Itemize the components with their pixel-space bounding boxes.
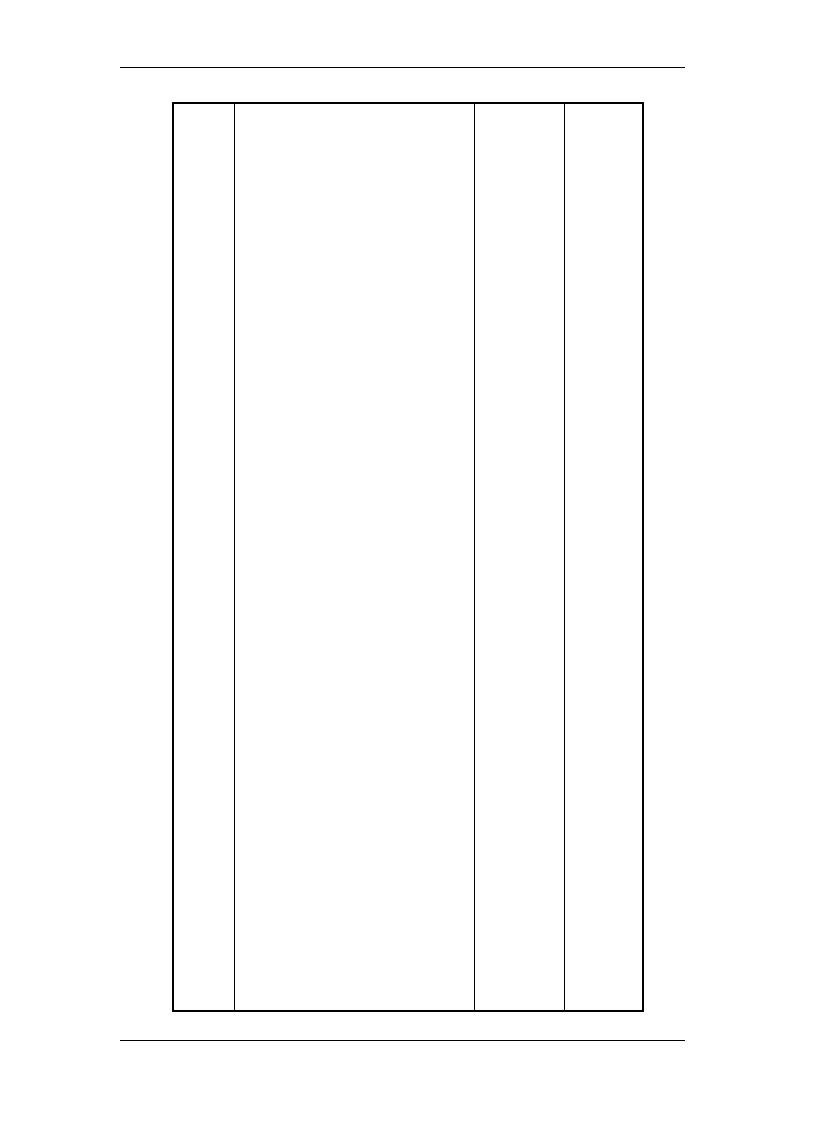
- column-divider: [474, 104, 475, 1010]
- footer-rule: [120, 1040, 685, 1041]
- header-rule: [120, 67, 685, 68]
- column-divider: [564, 104, 565, 1010]
- land-use-table: [172, 102, 644, 1012]
- column-divider: [234, 104, 235, 1010]
